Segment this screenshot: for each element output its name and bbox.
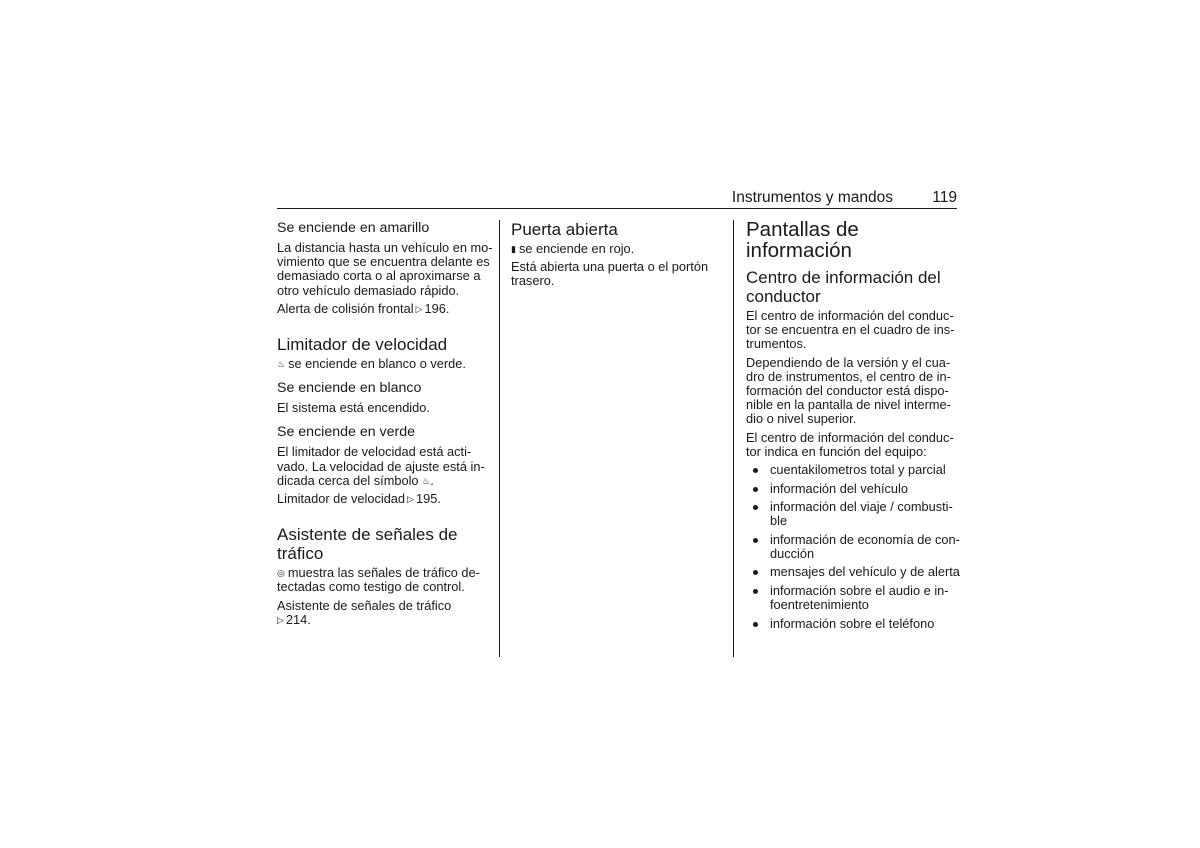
subheading-verde: Se enciende en verde: [277, 424, 416, 441]
speed-limiter-icon: ♨: [277, 359, 286, 370]
text-line: El centro de información del conduc-: [746, 308, 954, 323]
text-line: El centro de información del conduc-: [746, 429, 954, 445]
paragraph-amarillo: [277, 240, 493, 298]
traffic-sign-icon: ◎: [277, 568, 285, 579]
limitador-intro-text: se enciende en blanco o verde.: [288, 356, 466, 372]
puerta-intro: [511, 242, 723, 256]
list-item: [746, 463, 958, 477]
reference-text: Alerta de colisión frontal: [277, 300, 414, 316]
list-item-text: cuentakilometros total y parcial: [770, 462, 946, 478]
list-item-text: ducción: [770, 545, 815, 561]
reference-page[interactable]: 214.: [285, 611, 311, 627]
page-header: [277, 186, 957, 208]
text-line: dio o nivel superior.: [746, 411, 857, 427]
heading-pantallas: [746, 220, 958, 261]
list-item: [746, 617, 958, 631]
puerta-intro-text: se enciende en rojo.: [518, 241, 635, 256]
text-fragment: muestra las señales de tráfico de-: [287, 565, 480, 581]
page-number: 119: [932, 189, 957, 206]
heading-line: Centro de información del: [746, 268, 941, 287]
column-1: [277, 220, 493, 631]
reference-text: Asistente de señales de tráfico: [277, 597, 452, 613]
reference-line: [277, 613, 489, 627]
list-item: [746, 482, 958, 496]
reference-arrow-icon: ▷: [407, 494, 414, 505]
text-line: Está abierta una puerta o el portón: [511, 259, 709, 275]
list-item-text: información del viaje / combusti-: [770, 499, 953, 515]
reference-arrow-icon: ▷: [277, 614, 284, 625]
list-item-text: información sobre el teléfono: [770, 615, 935, 631]
text-line: tectadas como testigo de control.: [277, 579, 465, 595]
text-line: dro de instrumentos, el centro de in-: [746, 368, 951, 384]
heading-line: Pantallas de: [746, 218, 859, 241]
reference-asistente: [277, 599, 489, 627]
heading-centro: [746, 268, 958, 306]
limitador-intro: [277, 357, 489, 371]
list-item: [746, 500, 958, 528]
list-item-text: información del vehículo: [770, 480, 908, 496]
bullet-icon: [753, 622, 758, 627]
list-item: [746, 533, 958, 561]
text-line: nible en la pantalla de nivel interme-: [746, 397, 951, 413]
text-line: trasero.: [511, 273, 555, 289]
paragraph-verde: [277, 445, 489, 488]
reference-page[interactable]: 195.: [415, 491, 441, 507]
paragraph-puerta: [511, 260, 723, 288]
text-line: vado. La velocidad de ajuste está in-: [277, 458, 485, 474]
reference-verde: [277, 492, 489, 506]
speed-limiter-icon: ♨: [422, 475, 431, 486]
paragraph-asistente: [277, 566, 489, 594]
list-item-text: información de economía de con-: [770, 531, 960, 547]
column-2: [511, 220, 723, 293]
door-open-icon: ▮: [511, 244, 516, 254]
text-line: otro vehículo demasiado rápido.: [277, 282, 460, 298]
bullet-icon: [753, 538, 758, 543]
section-title: Instrumentos y mandos: [731, 189, 893, 206]
bullet-icon: [753, 589, 758, 594]
text-line: El limitador de velocidad está acti-: [277, 444, 472, 460]
bullet-icon: [753, 570, 758, 575]
text-line: La distancia hasta un vehículo en mo-: [277, 240, 493, 255]
list-item: [746, 565, 958, 579]
reference-page[interactable]: 196.: [424, 300, 450, 316]
text-line: dicada cerca del símbolo ♨.: [277, 472, 434, 488]
list-item-text: foentretenimiento: [770, 597, 869, 613]
heading-line: tráfico: [277, 544, 324, 564]
header-divider: [277, 208, 957, 209]
bullet-icon: [753, 505, 758, 510]
text-line: demasiado corta o al aproximarse a: [277, 268, 481, 284]
heading-line: información: [746, 238, 852, 262]
equipment-list: [746, 463, 958, 631]
list-item-text: información sobre el audio e in-: [770, 582, 949, 598]
text-line: vimiento que se encuentra delante es: [277, 254, 490, 270]
reference-amarillo: [277, 302, 489, 316]
list-item-text: ble: [770, 513, 788, 529]
column-3: [746, 220, 958, 635]
list-item: [746, 584, 958, 612]
text-line: [277, 566, 489, 580]
text-fragment: dicada cerca del símbolo: [277, 472, 419, 488]
text-line: tor indica en función del equipo:: [746, 443, 927, 459]
reference-arrow-icon: ▷: [415, 303, 423, 314]
heading-line: Asistente de señales de: [277, 525, 458, 545]
heading-limitador: Limitador de velocidad: [277, 335, 448, 355]
text-line: tor se encuentra en el cuadro de ins-: [746, 322, 955, 338]
subheading-amarillo: Se enciende en amarillo: [277, 220, 430, 236]
heading-line: conductor: [746, 287, 821, 306]
text-line: trumentos.: [746, 336, 807, 352]
bullet-icon: [753, 487, 758, 492]
column-divider-1: [499, 220, 500, 657]
heading-asistente: [277, 525, 489, 563]
bullet-icon: [753, 468, 758, 473]
paragraph-blanco: El sistema está encendido.: [277, 400, 430, 416]
paragraph-centro-3: [746, 431, 958, 459]
subheading-blanco: Se enciende en blanco: [277, 380, 422, 397]
text-line: formación del conductor está dispo-: [746, 383, 949, 399]
paragraph-centro-2: [746, 356, 958, 427]
paragraph-centro-1: [746, 309, 958, 352]
text-line: Dependiendo de la versión y el cua-: [746, 354, 951, 370]
reference-text: Limitador de velocidad: [277, 491, 406, 507]
list-item-text: mensajes del vehículo y de alerta: [770, 564, 960, 580]
heading-puerta: Puerta abierta: [511, 220, 618, 239]
column-divider-2: [733, 220, 734, 657]
